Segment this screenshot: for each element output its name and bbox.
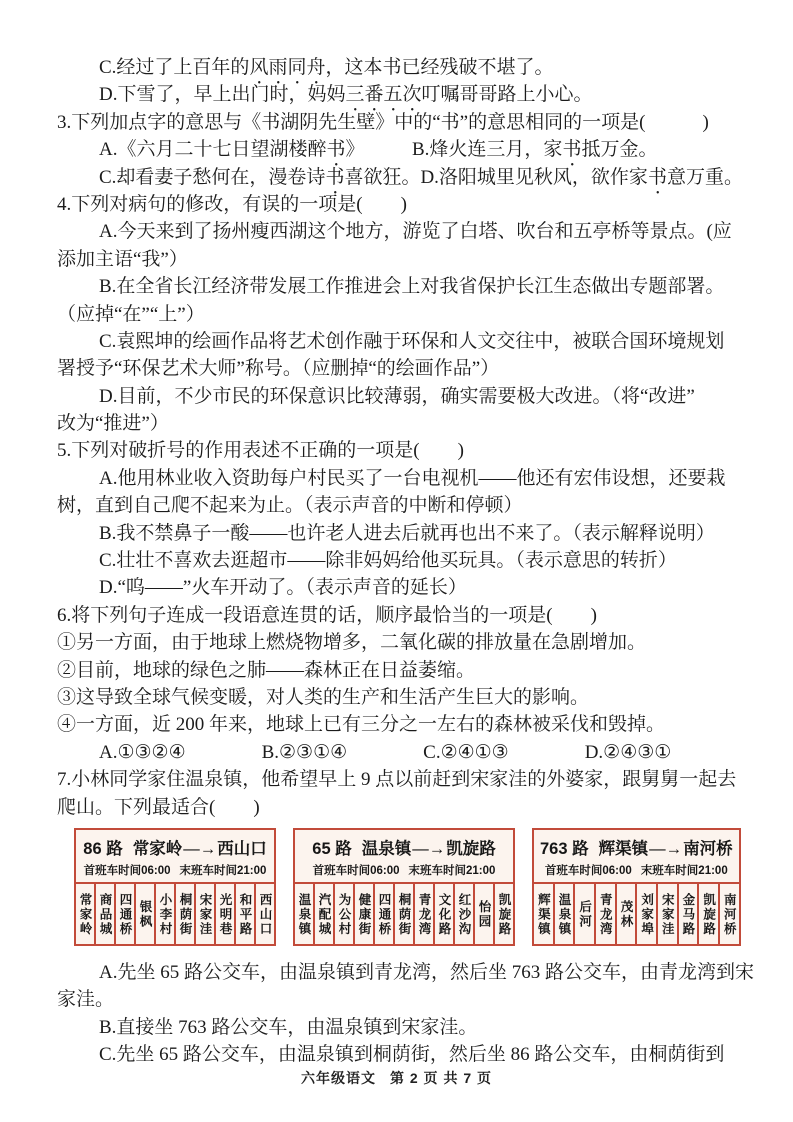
bus-stop-cell: 四通桥 [114,884,134,944]
bus-stop-cell: 文化路 [433,884,453,944]
text-line: ①另一方面，由于地球上燃烧物增多，二氧化碳的排放量在急剧增加。 [57,632,647,654]
bus-route-tables [74,828,763,946]
emphasis-dotted-text: 书 [562,139,582,161]
route-arrow-icon: —→ [649,839,683,858]
bus-stop-cell: 凯旋路 [697,884,718,944]
question-lines-section [57,54,763,821]
bus-stop-cell: 商品城 [94,884,114,944]
route-arrow-icon: —→ [412,839,446,858]
emphasis-dotted-text: 书 [326,139,346,161]
text-line: C.却看妻子愁何在，漫卷诗书喜欲狂。D.洛阳城里见秋风，欲作家书意万重。 [99,166,743,188]
bus-stop-cell: 辉渠镇 [536,893,551,937]
route-from: 常家岭 [132,839,183,858]
text-line: 4.下列对病句的修改，有误的一项是( ) [57,193,407,215]
bus-stop-cell: 桐荫街 [393,884,413,944]
bus-times [534,859,739,884]
text-line: D.“呜——”火车开动了。（表示声音的延长） [99,577,467,599]
bus-stop-cell: 凯旋路 [493,884,513,944]
bus-stop-cell: 温泉镇 [297,893,311,937]
bus-stops-row [76,884,274,944]
bus-stops-row [295,884,513,944]
text-line: 家洼。 [57,989,115,1011]
route-arrow-icon: —→ [183,839,217,858]
bus-stop-cell: 刘家埠 [635,884,656,944]
bus-stop-cell: 青龙湾 [594,884,615,944]
emphasis-dotted-text: 书 [647,166,667,188]
bus-table [532,828,741,946]
emphasis-dotted-text: 风雨同舟 [249,57,326,78]
bus-stop-cell: 温泉镇 [553,884,574,944]
bus-stop-cell: 怡园 [473,884,493,944]
bus-stops-row [534,884,739,944]
text-line: ③这导致全球气候变暖，对人类的生产和生活产生巨大的影响。 [57,686,590,708]
bus-stop-cell: 为公村 [333,884,353,944]
bus-stop-cell: 金马路 [677,884,698,944]
page-footer [0,1068,793,1088]
bus-stop-cell: 后河 [573,884,594,944]
route-number: 86 路 [83,839,123,858]
bus-stop-cell: 银枫 [134,884,154,944]
text-line: B.在全省长江经济带发展工作推进会上对我省保护长江生态做出专题部署。 [99,276,725,298]
text-line: C.经过了上百年的风雨同舟，这本书已经残破不堪了。 [99,57,554,78]
text-line: A.①③②④ B.②③①④ C.②④①③ D.②④③① [99,741,672,763]
first-bus-time: 首班车时间06:00 [544,864,632,877]
bus-stop-cell: 桐荫街 [174,884,194,944]
bus-times [295,859,513,884]
text-line: （应掉“在”“上”） [57,303,205,325]
answer-option-lines-section [57,959,763,1069]
bus-route-title [295,830,513,859]
route-from: 温泉镇 [361,839,412,858]
bus-stop-cell: 红沙沟 [453,884,473,944]
text-line: A.他用林业收入资助每户村民买了一台电视机——他还有宏伟设想，还要栽 [99,467,726,489]
bus-stop-cell: 和平路 [234,884,254,944]
text-line: 5.下列对破折号的作用表述不正确的一项是( ) [57,440,464,462]
bus-stop-cell: 光明巷 [214,884,234,944]
bus-table [293,828,515,946]
emphasis-dotted-text: 三番五次 [345,84,422,106]
bus-stop-cell: 小李村 [154,884,174,944]
text-line: B.我不禁鼻子一酸——也许老人进去后就再也出不来了。（表示解释说明） [99,522,715,544]
text-line: A.《六月二十七日望湖楼醉书》 B.烽火连三月，家书抵万金。 [99,139,658,161]
text-line: 树，直到自己爬不起来为止。（表示声音的中断和停顿） [57,495,523,517]
text-line: A.先坐 65 路公交车，由温泉镇到青龙湾，然后坐 763 路公交车，由青龙湾到宋 [99,961,754,983]
text-line: D.目前，不少市民的环保意识比较薄弱，确实需要极大改进。（将“改进” [99,385,695,407]
text-line: 添加主语“我”） [57,248,188,270]
bus-stop-cell: 常家岭 [78,893,92,937]
text-line: 爬山。下列最适合( ) [57,796,260,818]
bus-stop-cell: 茂林 [615,884,636,944]
last-bus-time: 末班车时间21:00 [640,864,728,877]
bus-stop-cell: 宋家洼 [656,884,677,944]
route-to: 南河桥 [683,839,733,858]
bus-stop-cell: 南河桥 [718,884,739,944]
last-bus-time: 末班车时间21:00 [408,864,496,877]
text-line: C.壮壮不喜欢去逛超市——除非妈妈给他买玩具。（表示意思的转折） [99,550,677,572]
bus-stop-cell: 西山口 [254,884,274,944]
first-bus-time: 首班车时间06:00 [312,864,400,877]
text-line: ④一方面，近 200 年来，地球上已有三分之一左右的森林被采伐和毁掉。 [57,714,666,736]
text-line: C.袁熙坤的绘画作品将艺术创作融于环保和人文交往中，被联合国环境规划 [99,330,725,352]
route-number: 65 路 [312,839,352,858]
text-line: D.下雪了，早上出门时，妈妈三番五次叮嘱哥哥路上小心。 [99,84,593,106]
first-bus-time: 首班车时间06:00 [83,864,171,877]
text-line: 署授予“环保艺术大师”称号。（应删掉“的绘画作品”） [57,358,500,380]
route-to: 西山口 [217,839,267,858]
text-line: B.直接坐 763 路公交车，由温泉镇到宋家洼。 [99,1016,478,1038]
bus-stop-cell: 青龙湾 [413,884,433,944]
text-line: A.今天来到了扬州瘦西湖这个地方，游览了白塔、吹台和五亭桥等景点。(应 [99,221,732,243]
bus-stop-cell: 四通桥 [373,884,393,944]
route-from: 辉渠镇 [598,839,649,858]
bus-stop-cell: 汽配城 [313,884,333,944]
footer-course-label: 六年级语文 [300,1070,376,1086]
text-line: 改为“推进”） [57,413,169,435]
bus-times [76,859,274,884]
route-to: 凯旋路 [446,839,496,858]
text-line: 3.下列加点字的意思与《书湖阴先生壁》中的“书”的意思相同的一项是( ) [57,111,709,133]
bus-route-title [76,830,274,859]
emphasis-dotted-text: 书 [325,166,345,188]
route-number: 763 路 [540,839,589,858]
last-bus-time: 末班车时间21:00 [179,864,267,877]
text-line: 6.将下列句子连成一段语意连贯的话，顺序最恰当的一项是( ) [57,604,597,626]
text-line: 7.小林同学家住温泉镇，他希望早上 9 点以前赶到宋家洼的外婆家，跟舅舅一起去 [57,769,737,791]
bus-stop-cell: 宋家洼 [194,884,214,944]
text-line: C.先坐 65 路公交车，由温泉镇到桐荫街，然后坐 86 路公交车，由桐荫街到 [99,1044,725,1066]
bus-stop-cell: 健康街 [353,884,373,944]
bus-route-title [534,830,739,859]
text-line: ②目前，地球的绿色之肺——森林正在日益萎缩。 [57,659,476,681]
footer-page-number: 第 2 页 共 7 页 [389,1070,493,1086]
bus-table [74,828,276,946]
